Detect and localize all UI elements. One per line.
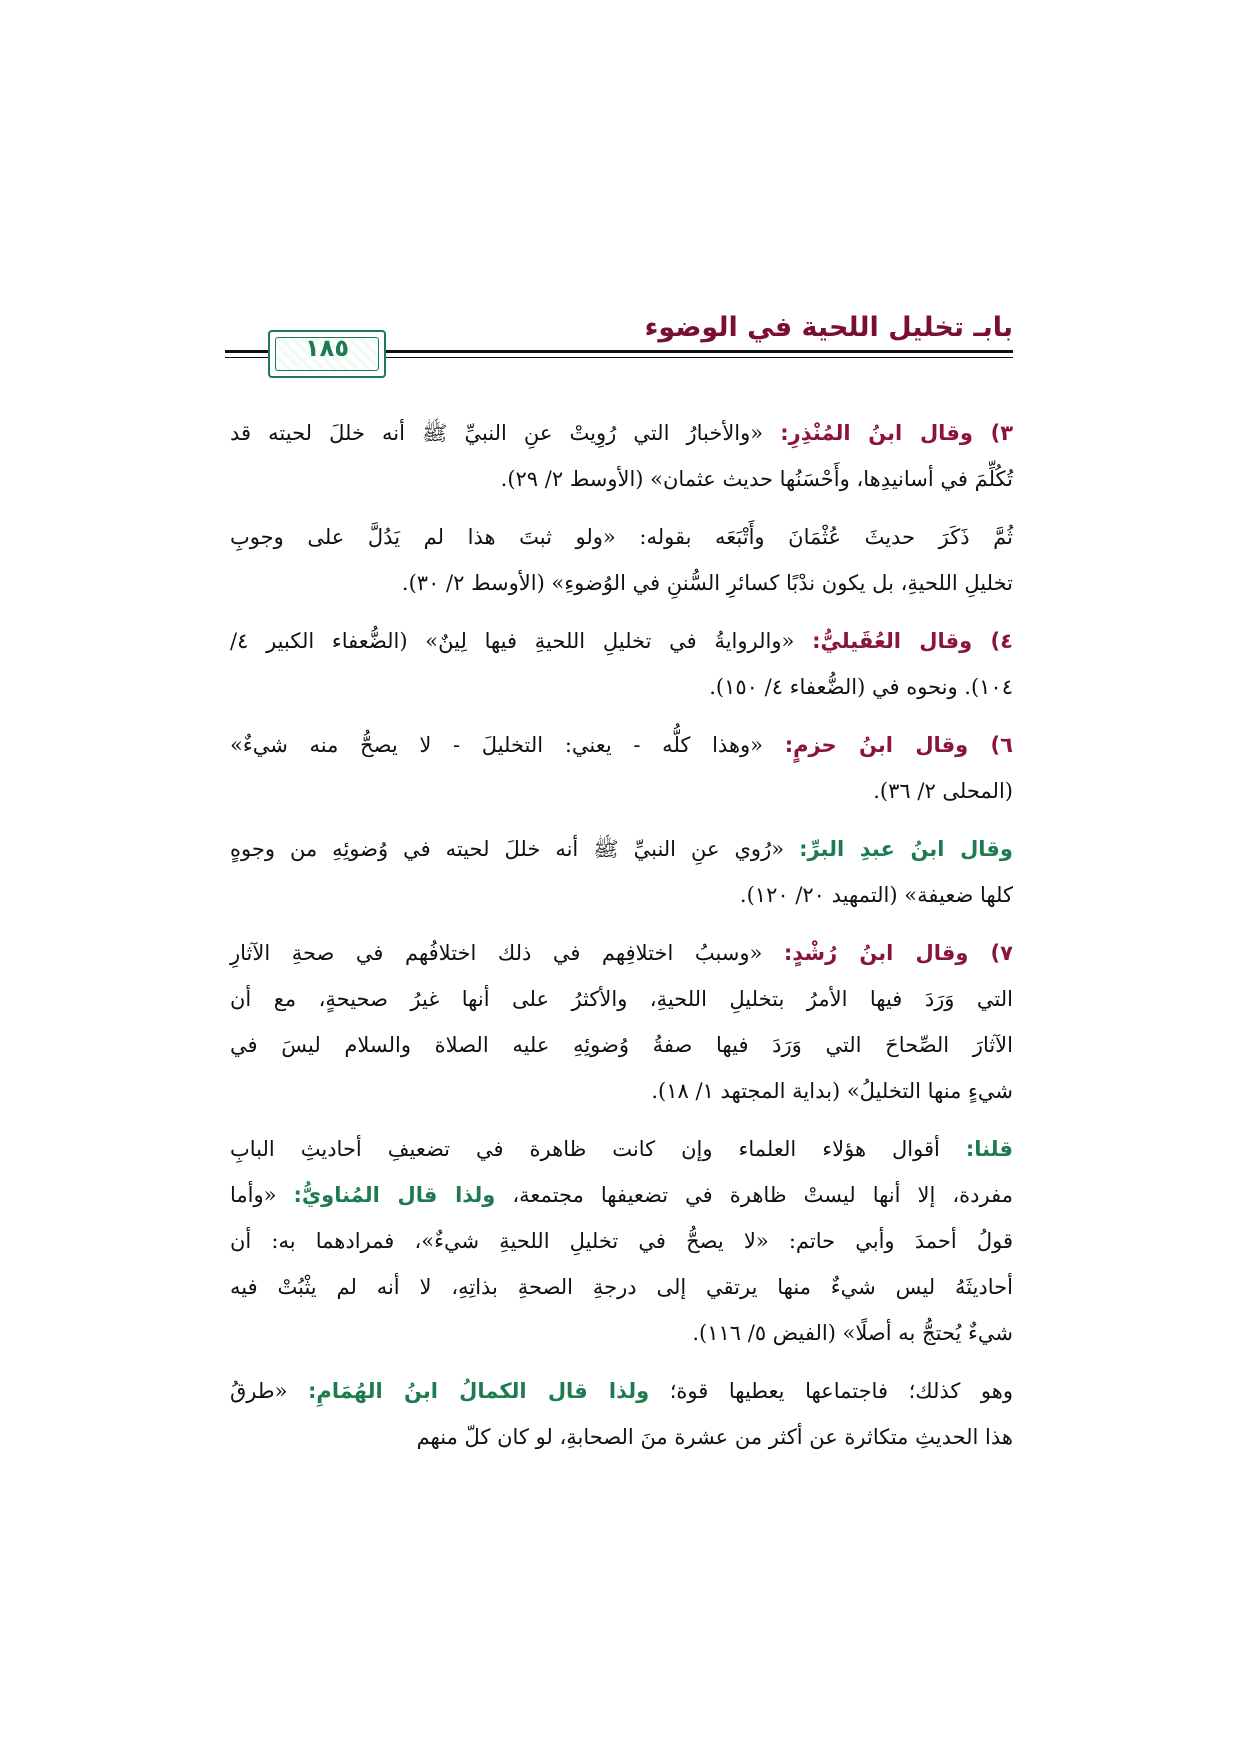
- text-line: [230, 768, 1013, 814]
- text-line: [230, 1068, 1013, 1114]
- text-segment: التي وَرَدَ فيها الأمرُ بتخليلِ اللحيةِ، والأكثرُ على أنها غيرُ صحيحةٍ، مع أن: [230, 987, 1013, 1011]
- text-segment: ثُمَّ ذَكَرَ حديثَ عُثْمَانَ وأَتْبَعَه بقوله: «ولو ثبتَ هذا لم يَدُلَّ على وجوبِ: [230, 525, 1013, 549]
- text-segment: شيءٍ منها التخليلُ» (بداية المجتهد ١/ ١٨).: [651, 1079, 1013, 1103]
- text-segment: أقوال هؤلاء العلماء وإن كانت ظاهرة في تضعيفِ أحاديثِ البابِ: [230, 1137, 966, 1161]
- text-line: [230, 1022, 1013, 1068]
- text-line: [230, 1126, 1013, 1172]
- text-segment: «وسببُ اختلافِهم في ذلك اختلافُهم في صحةِ الآثارِ: [230, 941, 784, 965]
- text-segment: «طرقُ: [230, 1379, 309, 1403]
- scholar-attribution: وقال ابنُ عبدِ البرِّ:: [799, 837, 1013, 861]
- paragraph: [230, 618, 1013, 710]
- text-segment: «رُوي عنِ النبيِّ ﷺ أنه خللَ لحيته في وُضوئِهِ من وجوهٍ: [230, 837, 800, 861]
- text-line: [230, 410, 1013, 456]
- text-line: [230, 664, 1013, 710]
- text-segment: «وأما: [230, 1183, 294, 1207]
- text-line: [230, 514, 1013, 560]
- text-line: [230, 976, 1013, 1022]
- text-line: [230, 1310, 1013, 1356]
- text-segment: تخليلِ اللحيةِ، بل يكون ندْبًا كسائرِ السُّننِ في الوُضوءِ» (الأوسط ٢/ ٣٠).: [401, 571, 1013, 595]
- page-number-badge: [268, 330, 386, 378]
- text-line: [230, 456, 1013, 502]
- scholar-attribution: قلنا:: [965, 1137, 1013, 1161]
- paragraph: [230, 722, 1013, 814]
- paragraph: [230, 930, 1013, 1114]
- main-text: [230, 410, 1013, 1472]
- page-number: ١٨٥: [305, 334, 349, 362]
- text-segment: «والروايةُ في تخليلِ اللحيةِ فيها لِينٌ» (الضُّعفاء الكبير ٤/: [230, 629, 813, 653]
- paragraph: [230, 826, 1013, 918]
- text-line: [230, 1172, 1013, 1218]
- chapter-title: بابـ تخليل اللحية في الوضوء: [644, 312, 1013, 343]
- text-segment: ١٠٤). ونحوه في (الضُّعفاء ٤/ ١٥٠).: [709, 675, 1013, 699]
- text-line: [230, 618, 1013, 664]
- text-segment: كلها ضعيفة» (التمهيد ٢٠/ ١٢٠).: [739, 883, 1013, 907]
- text-line: [230, 722, 1013, 768]
- scholar-attribution: ٤) وقال العُقَيليُّ:: [812, 629, 1013, 653]
- text-line: [230, 1218, 1013, 1264]
- page-header: [225, 312, 1013, 378]
- text-line: [230, 872, 1013, 918]
- text-segment: «والأخبارُ التي رُوِيتْ عنِ النبيِّ ﷺ أنه خللَ لحيته قد: [230, 421, 781, 445]
- text-segment: تُكُلِّمَ في أسانيدِها، وأَحْسَنُها حديث عثمان» (الأوسط ٢/ ٢٩).: [500, 467, 1013, 491]
- text-segment: وهو كذلك؛ فاجتماعها يعطيها قوة؛: [649, 1379, 1013, 1403]
- scholar-attribution: ولذا قال الكمالُ ابنُ الهُمَامِ:: [308, 1379, 650, 1403]
- text-line: [230, 826, 1013, 872]
- text-segment: أحاديثَهُ ليس شيءٌ منها يرتقي إلى درجةِ الصحةِ بذاتِهِ، لا أنه لم يثْبُتْ فيه: [230, 1275, 1013, 1299]
- scholar-attribution: ٧) وقال ابنُ رُشْدٍ:: [783, 941, 1013, 965]
- text-segment: قولُ أحمدَ وأبي حاتم: «لا يصحُّ في تخليلِ اللحيةِ شيءٌ»، فمرادهما به: أن: [230, 1229, 1013, 1253]
- text-line: [230, 1414, 1013, 1460]
- scholar-attribution: ولذا قال المُناويُّ:: [293, 1183, 496, 1207]
- scholar-attribution: ٦) وقال ابنُ حزمٍ:: [784, 733, 1013, 757]
- text-segment: مفردة، إلا أنها ليستْ ظاهرة في تضعيفها مجتمعة،: [495, 1183, 1013, 1207]
- text-segment: (المحلى ٢/ ٣٦).: [873, 779, 1013, 803]
- text-line: [230, 560, 1013, 606]
- text-segment: شيءٌ يُحتجُّ به أصلًا» (الفيض ٥/ ١١٦).: [692, 1321, 1013, 1345]
- paragraph: [230, 1126, 1013, 1356]
- text-line: [230, 930, 1013, 976]
- scholar-attribution: ٣) وقال ابنُ المُنْذِرِ:: [780, 421, 1014, 445]
- paragraph: [230, 410, 1013, 502]
- text-segment: هذا الحديثِ متكاثرة عن أكثر من عشرة منَ الصحابةِ، لو كان كلّ منهم: [416, 1425, 1013, 1449]
- text-segment: «وهذا كلُّه - يعني: التخليلَ - لا يصحُّ منه شيءٌ»: [230, 733, 785, 757]
- paragraph: [230, 1368, 1013, 1460]
- paragraph: [230, 514, 1013, 606]
- text-line: [230, 1264, 1013, 1310]
- text-line: [230, 1368, 1013, 1414]
- text-segment: الآثارَ الصِّحاحَ التي وَرَدَ فيها صفةُ وُضوئِهِ عليه الصلاة والسلام ليسَ في: [230, 1033, 1013, 1057]
